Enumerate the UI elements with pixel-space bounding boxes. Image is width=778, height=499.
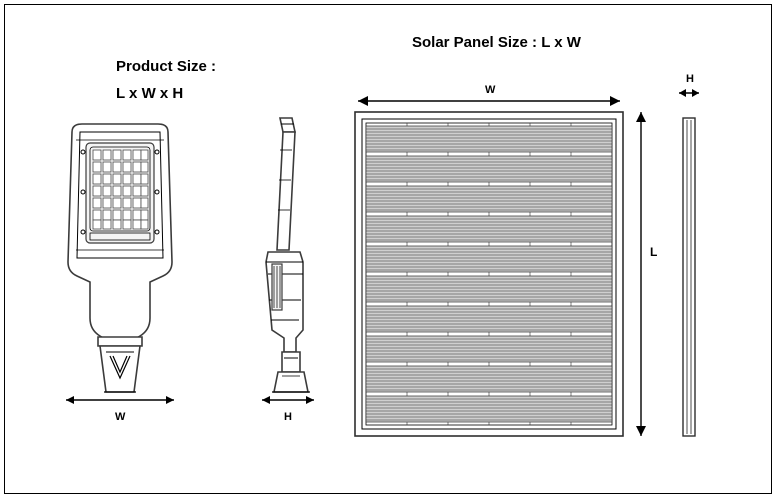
dimension-lamp-height: [262, 396, 314, 404]
product-size-title-line2: L x W x H: [116, 85, 184, 102]
solar-panel-side-view: [683, 118, 695, 436]
dimension-panel-thickness: [679, 89, 699, 97]
dimension-label-panel-thickness: H: [686, 73, 694, 85]
dimension-panel-length: [636, 112, 646, 436]
dimension-label-panel-length: L: [650, 245, 658, 259]
product-size-title-line1: Product Size :: [116, 58, 217, 75]
luminaire-front-view: [68, 124, 172, 392]
luminaire-side-view: [266, 118, 310, 392]
solar-panel-front-view: [355, 112, 623, 436]
solar-panel-size-title: Solar Panel Size : L x W: [412, 34, 581, 51]
dimension-lamp-width: [66, 396, 174, 404]
dimension-panel-width: [358, 96, 620, 106]
dimension-label-lamp-height: H: [284, 411, 292, 423]
dimension-label-lamp-width: W: [115, 411, 126, 423]
dimension-label-panel-width: W: [485, 84, 496, 96]
